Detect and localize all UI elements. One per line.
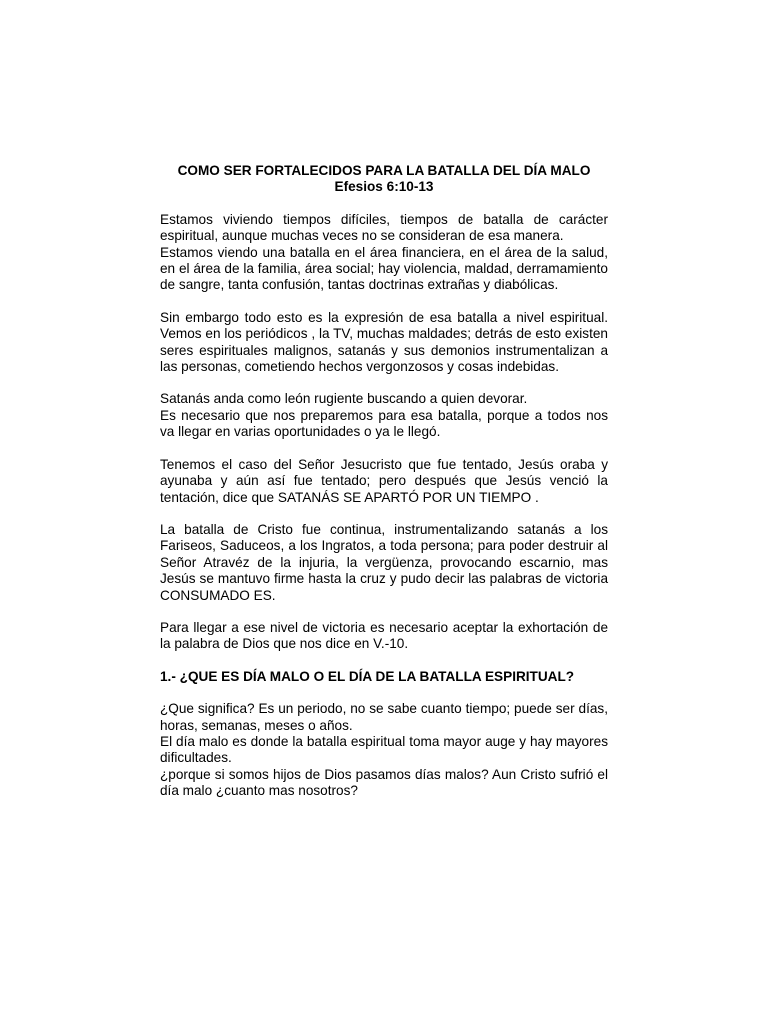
paragraph xyxy=(160,391,608,440)
paragraph-line: Tenemos el caso del Señor Jesucristo que fue tentado, Jesús oraba y ayunaba y aún así fue tentado; pero después que Jesús venció la tentación, dice que SATANÁS SE APARTÓ POR UN TIEMPO . xyxy=(160,456,608,505)
paragraph xyxy=(160,310,608,376)
document-page xyxy=(160,163,608,816)
document-title: COMO SER FORTALECIDOS PARA LA BATALLA DEL DÍA MALO xyxy=(177,163,591,178)
paragraph xyxy=(160,212,608,294)
paragraph xyxy=(160,620,608,653)
section-body xyxy=(160,701,608,799)
paragraph-line: Para llegar a ese nivel de victoria es necesario aceptar la exhortación de la palabra de Dios que nos dice en V.-10. xyxy=(160,619,608,652)
section-heading: 1.- ¿QUE ES DÍA MALO O EL DÍA DE LA BATALLA ESPIRITUAL? xyxy=(160,668,575,684)
paragraph-line: ¿porque si somos hijos de Dios pasamos días malos? Aun Cristo sufrió el día malo ¿cuanto mas nosotros? xyxy=(160,766,608,799)
paragraph-line: La batalla de Cristo fue continua, instrumentalizando satanás a los Fariseos, Saduceos, a los Ingratos, a toda persona; para poder destruir al Señor Atravéz de la injuria, la vergüenza, provocando escarnio, mas Jesús se mantuvo firme hasta la cruz y pudo decir las palabras de victoria CONSUMADO ES. xyxy=(160,521,608,603)
paragraph-line: Es necesario que nos preparemos para esa batalla, porque a todos nos va llegar en varias oportunidades o ya le llegó. xyxy=(160,407,608,440)
paragraph-line: Estamos viendo una batalla en el área financiera, en el área de la salud, en el área de la familia, área social; hay violencia, maldad, derramamiento de sangre, tanta confusión, tantas doctrinas extrañas y diabólicas. xyxy=(160,244,608,293)
paragraph-line: El día malo es donde la batalla espiritual toma mayor auge y hay mayores dificultades. xyxy=(160,733,608,766)
paragraph xyxy=(160,457,608,506)
paragraph xyxy=(160,522,608,604)
document-subtitle: Efesios 6:10-13 xyxy=(334,179,434,195)
paragraph-line: Satanás anda como león rugiente buscando a quien devorar. xyxy=(160,391,528,407)
paragraph-line: ¿Que significa? Es un periodo, no se sabe cuanto tiempo; puede ser días, horas, semanas, meses o años. xyxy=(160,701,608,733)
paragraph-line: Estamos viviendo tiempos difíciles, tiempos de batalla de carácter espiritual, aunque muchas veces no se consideran de esa manera. xyxy=(160,211,608,244)
paragraph-line: Sin embargo todo esto es la expresión de esa batalla a nivel espiritual. Vemos en los periódicos , la TV, muchas maldades; detrás de esto existen seres espirituales malignos, satanás y sus demonios instrumentalizan a las personas, cometiendo hechos vergonzosos y cosas indebidas. xyxy=(160,309,608,375)
